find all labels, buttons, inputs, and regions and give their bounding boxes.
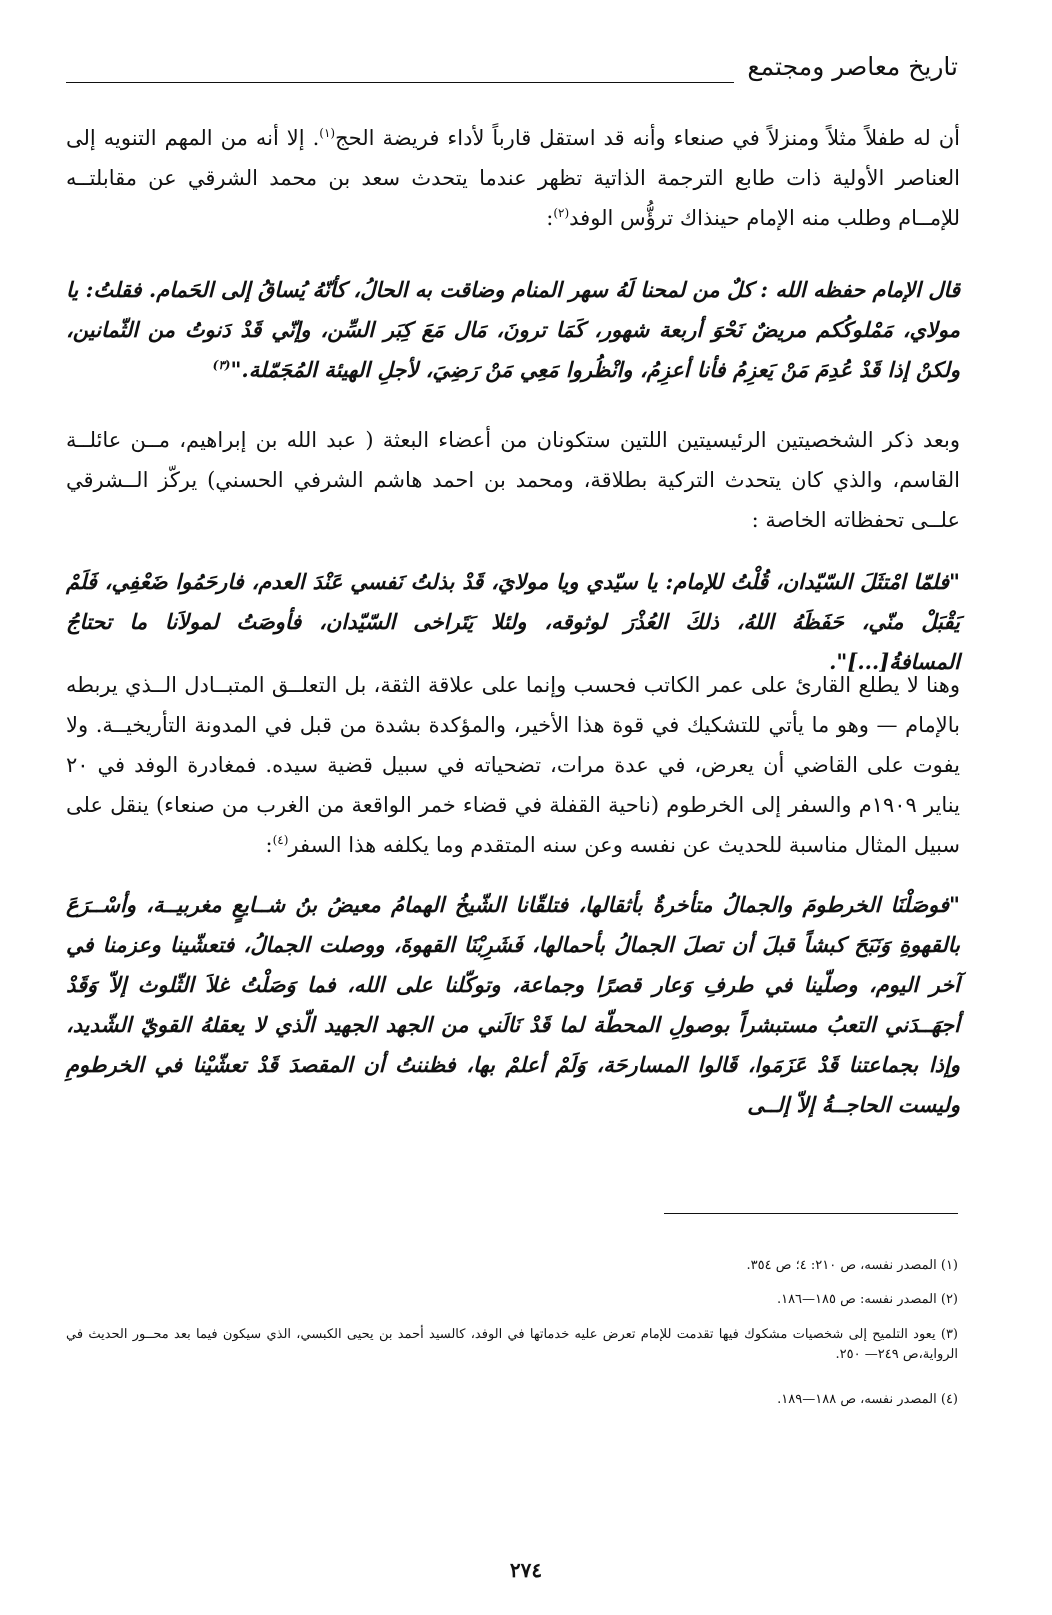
paragraph-analysis-end: :: [265, 833, 273, 857]
footnote-1: (١) المصدر نفسه، ص ٢١٠: ٤؛ ص ٣٥٤.: [746, 1258, 958, 1273]
paragraph-analysis-text: وهنا لا يطلع القارئ على عمر الكاتب فحسب وإنما على علاقة الثقة، بل التعلــق المتبــادل الــذي يربطه بالإمام — وهو ما يأتي للتشكيك في قوة هذا الأخير، والمؤكدة بشدة من قبل في المدونة التأريخيــة. ولا يفوت على القاضي أن يعرض، في عدة مرات، تضحياته في سبيل قضية سيده. فمغادرة الوفد في ٢٠ يناير ١٩٠٩م والسفر إلى الخرطوم (ناحية القفلة في قضاء خمر الواقعة من الغرب من صنعاء) ينقل على سبيل المثال مناسبة للحديث عن نفسه وعن سنه المتقدم وما يكلفه هذا السفر: [66, 673, 960, 857]
header-rule: [66, 82, 734, 83]
footnote-ref-4[interactable]: (٤): [272, 833, 289, 847]
footnote-2: (٢) المصدر نفسه: ص ١٨٥—١٨٦.: [776, 1292, 958, 1307]
quote-imam: [66, 270, 960, 390]
paragraph-analysis: [66, 665, 960, 865]
quote-journey: "فوصَلْنَا الخرطومَ والجمالُ متأخرةٌ بأثقالها، فتلقّانا الشّيخُ الهمامُ معيضُ بنُ شــايعٍ مغربيــة، وأسْــرَعَ بالقهوةِ وَنَبَحَ كبشاً قبلَ أن تصلَ الجمالُ بأحمالها، فَشَرِبْنَا القهوةَ، ووصلت الجمالُ، فتعشّينا وعزمنا في آخر اليوم، وصلّينا في طرفِ وَعار قصرًا وجماعة، وتوكّلنا على الله، فما وَصَلْتُ غلاَ الثّلوث إلاّ وَقَدْ أجهَــدَني التعبُ مستبشراً بوصولِ المحطّة لما قَدْ نَالَني من الجهد الجهيد الّذي لا يعقلهُ القويّ الشّديد، وإذا بجماعتنا قَدْ عَزَمَوا، قَالوا المسارحَة، وَلَمْ أعلمْ بها، فظننتُ أن المقصدَ قَدْ تعشّيْنا في الخرطومِ وليست الحاجــةُ إلاّ إلــى: [66, 892, 960, 1117]
header-title: تاريخ معاصر ومجتمع: [747, 52, 958, 81]
footnote-ref-1[interactable]: (١): [319, 126, 336, 140]
footnote-4: (٤) المصدر نفسه، ص ١٨٨—١٨٩.: [777, 1392, 958, 1407]
footnote-3: (٣) يعود التلميح إلى شخصيات مشكوك فيها تقدمت للإمام تعرض عليه خدماتها في الوفد، كالسيد أحمد بن يحيى الكبسي، الذي سيكون فيما بعد محــور الحديث في الرواية،ص ٢٤٩— ٢٥٠.: [66, 1327, 958, 1362]
quote-imam-text: قال الإمام حفظه الله : كلٌ من لمحنا لَهُ سهر المنام وضاقت به الحالُ، كأنّهُ يُساقُ إلى الحَمام. فقلتُ: يا مولاي، مَمْلوكُكم مريضٌ نَحْوَ أربعة شهور، كَمَا ترونَ، مَال مَعَ كِبَر السِّن، وإنّي قَدْ دَنوتُ من الثّمانين، ولكنْ إذا قَدْ عُدِمَ مَنْ يَعزِمُ فأنا أعزِمُ، وانْظُروا مَعِي مَنْ رَضِيَ، لأجلِ الهيئة المُجَمّلة.": [66, 277, 960, 382]
footnote-ref-3[interactable]: (٣): [212, 358, 231, 372]
paragraph-intro: [66, 118, 960, 238]
paragraph-delegation: وبعد ذكر الشخصيتين الرئيسيتين اللتين ستكونان من أعضاء البعثة ( عبد الله بن إبراهيم، مــن عائلــة القاسم، والذي كان يتحدث التركية بطلاقة، ومحمد بن احمد هاشم الشرفي الحسني) يركّز الــشرقي علــى تحفظاته الخاصة :: [66, 428, 960, 532]
footnote-separator: [664, 1213, 958, 1214]
paragraph-intro-continuation: . إلا أنه من المهم التنويه إلى العناصر الأولية ذات طابع الترجمة الذاتية تظهر عندما يتحدث سعد بن محمد الشرقي عن مقابلتــه للإمــام وطلب منه الإمام حينذاك ترؤُّس الوفد: [66, 126, 960, 230]
quote-sayyids: "فلمّا امْتثَلَ السّيّدان، قُلْتُ للإمام: يا سيّدي ويا مولايَ، قَدْ بذلتُ نَفسي عَنْدَ العدم، فارحَمُوا ضَعْفِي، فَلَمْ يَقْبَلْ منّي، حَفَظَهُ اللهُ، ذلكَ العُذْرَ لوثوقه، ولئلا يَتَراخى السّيّدان، فأوصَتُ لمولاَنا ما تحتاجُ المسافةُ[...]".: [66, 569, 960, 674]
page-number: ٢٧٤: [509, 1558, 543, 1582]
running-header: [66, 52, 964, 88]
footnote-ref-2[interactable]: (٢): [553, 206, 570, 220]
paragraph-intro-text: أن له طفلاً مثلاً ومنزلاً في صنعاء وأنه قد استقل قارباً لأداء فريضة الحج: [335, 126, 960, 150]
paragraph-intro-end: :: [546, 206, 554, 230]
